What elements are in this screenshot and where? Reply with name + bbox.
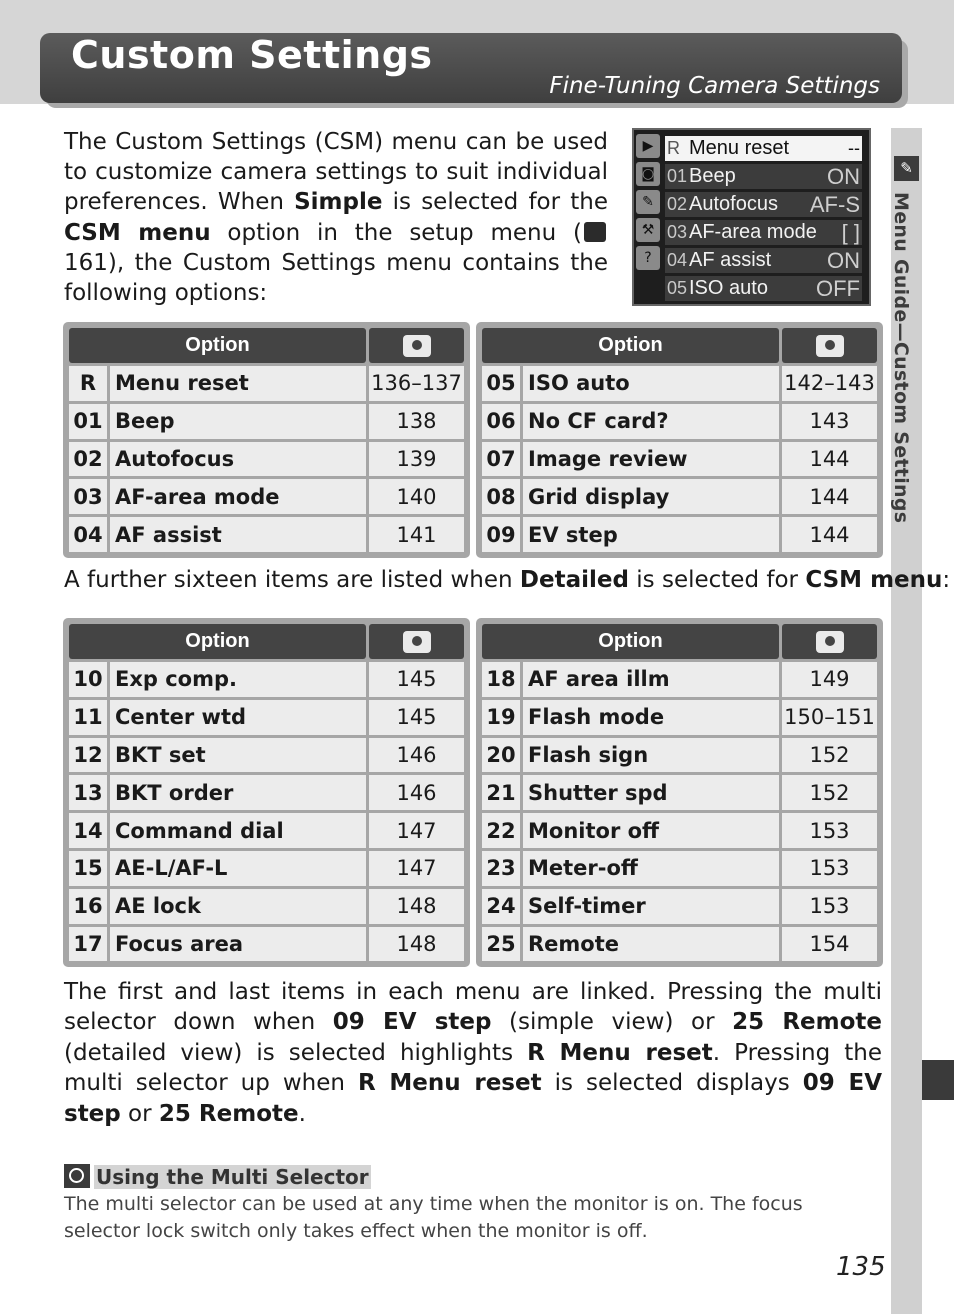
page-reference-icon [816,631,844,653]
body-text: . Pressing the multi selector up when [64,1039,882,1097]
page-reference-icon [403,631,431,653]
option-name: BKT order [110,775,366,810]
table-row [482,738,877,773]
option-name: BKT set [110,738,366,773]
table-header-page [369,624,464,659]
option-name: Grid display [523,479,779,514]
page-reference: 136–137 [369,366,464,401]
page-reference: 144 [782,517,877,552]
table-row [69,813,464,848]
option-number: 17 [69,927,107,962]
camera-menu-item [665,136,862,161]
mid-text: A further sixteen items are listed when [64,567,520,593]
camera-menu-side-icons [636,134,662,304]
option-number: 03 [69,479,107,514]
option-name: AE lock [110,889,366,924]
magnifier-note-icon [64,1164,90,1188]
page-reference: 153 [782,889,877,924]
page-subtitle: Fine-Tuning Camera Settings [549,73,880,99]
intro-text: option in the setup menu ( [210,219,582,246]
mid-text: is selected for [628,567,806,593]
option-name: AE-L/AF-L [110,851,366,886]
option-number: 02 [69,442,107,477]
page-reference: 144 [782,479,877,514]
page-reference: 152 [782,775,877,810]
table-row [69,366,464,401]
page-reference: 153 [782,851,877,886]
camera-icon: ◙ [636,162,660,186]
help-icon: ? [636,246,660,270]
table-header-page [782,624,877,659]
option-name: Exp comp. [110,662,366,697]
table-header-option: Option [482,328,779,363]
table-row [482,442,877,477]
body-text: The first and last items in each menu are linked. Pressing the multi selector down when [64,979,882,1036]
option-name: Autofocus [110,442,366,477]
camera-menu-item-name: AF-area mode [689,221,817,243]
body-text: is selected displays [541,1070,803,1097]
page-reference: 146 [369,738,464,773]
camera-menu-item-value: [ ] [841,220,860,245]
option-name: Self-timer [523,889,779,924]
option-number: 16 [69,889,107,924]
option-name: Focus area [110,927,366,962]
body-text: (simple view) or [491,1009,733,1036]
pencil-icon: ✎ [636,190,660,214]
option-name: Image review [523,442,779,477]
page-reference: 147 [369,851,464,886]
page-reference: 140 [369,479,464,514]
simple-options-table-right [476,322,883,558]
camera-menu-item-name: ISO auto [689,277,768,299]
camera-menu-item [665,276,862,301]
option-number: 19 [482,700,520,735]
body-bold: 25 Remote [732,1009,883,1036]
option-number: 04 [69,517,107,552]
table-row [69,404,464,439]
page-reference-icon [584,222,606,242]
table-header-option: Option [69,624,366,659]
table-header-option: Option [69,328,366,363]
intro-text: is selected for the [382,189,608,216]
table-row [69,927,464,962]
camera-menu-item-value: -- [848,138,860,158]
camera-menu-item [665,220,862,245]
section-side-tab [891,128,922,1314]
page-reference: 152 [782,738,877,773]
page-number: 135 [836,1252,886,1282]
mid-bold: Detailed [519,567,629,593]
body-bold: R Menu reset [527,1039,713,1066]
table-row [482,517,877,552]
intro-bold: CSM menu [64,219,211,246]
page-reference: 154 [782,927,877,962]
camera-menu-item-number: 02 [667,194,688,214]
option-number: 14 [69,813,107,848]
multi-selector-note [64,1164,882,1245]
detailed-options-table-left [63,618,470,967]
note-heading [64,1164,882,1189]
table-row [482,479,877,514]
option-name: Command dial [110,813,366,848]
page-reference: 145 [369,700,464,735]
option-name: Beep [110,404,366,439]
option-name: AF-area mode [110,479,366,514]
table-row [482,366,877,401]
camera-menu-item-name: Menu reset [689,137,790,159]
camera-menu-item-value: AF-S [809,192,860,217]
page-reference: 142–143 [782,366,877,401]
body-text: (detailed view) is selected highlights [64,1039,528,1066]
side-tab-label: Menu Guide—Custom Settings [890,192,912,524]
camera-menu-item-number: 05 [667,278,688,298]
table-row [69,479,464,514]
wrench-icon: ⚒ [636,218,660,242]
camera-menu-item-name: Beep [689,165,736,187]
option-number: 01 [69,404,107,439]
camera-menu-item-value: ON [827,248,860,273]
option-name: AF area illm [523,662,779,697]
option-name: Monitor off [523,813,779,848]
option-name: Menu reset [110,366,366,401]
camera-menu-item-value: ON [827,164,860,189]
option-name: ISO auto [523,366,779,401]
intro-bold: Simple [294,189,383,216]
option-number: 23 [482,851,520,886]
table-row [482,927,877,962]
option-name: AF assist [110,517,366,552]
table-row [482,851,877,886]
option-name: Remote [523,927,779,962]
body-text: or [120,1100,159,1127]
table-row [482,775,877,810]
camera-menu-item-name: AF assist [689,249,772,271]
table-row [69,700,464,735]
camera-menu-item-number: 01 [667,166,688,186]
option-number: 24 [482,889,520,924]
option-number: 09 [482,517,520,552]
option-number: 18 [482,662,520,697]
camera-menu-item [665,248,862,273]
table-row [69,775,464,810]
chapter-marker [922,1060,954,1100]
option-name: Flash sign [523,738,779,773]
linked-items-paragraph [64,977,882,1129]
option-number: 11 [69,700,107,735]
page-reference: 145 [369,662,464,697]
note-body: The multi selector can be used at any time when the monitor is on. The focus selector lock switch only takes effect when the monitor is off. [64,1193,803,1242]
page-reference: 148 [369,927,464,962]
body-text: . [298,1100,306,1127]
pencil-icon: ✎ [894,156,919,181]
option-number: 10 [69,662,107,697]
table-header-option: Option [482,624,779,659]
option-number: 21 [482,775,520,810]
camera-menu-item-number: 03 [667,222,688,242]
table-row [69,889,464,924]
mid-text: : [942,567,951,593]
page-reference: 139 [369,442,464,477]
table-row [69,517,464,552]
table-row [69,851,464,886]
camera-menu-item-number: 04 [667,250,688,270]
option-number: 08 [482,479,520,514]
table-row [69,738,464,773]
page-reference: 141 [369,517,464,552]
option-number: 07 [482,442,520,477]
mid-bold: CSM menu [805,567,943,593]
detailed-options-table-right [476,618,883,967]
table-row [482,700,877,735]
option-name: Flash mode [523,700,779,735]
table-row [482,889,877,924]
option-number: 05 [482,366,520,401]
page-reference: 144 [782,442,877,477]
option-number: R [69,366,107,401]
page-reference: 138 [369,404,464,439]
play-icon: ▶ [636,134,660,158]
page-reference: 149 [782,662,877,697]
body-bold: R Menu reset [358,1070,542,1097]
option-name: No CF card? [523,404,779,439]
body-bold: 25 Remote [158,1100,299,1127]
option-number: 13 [69,775,107,810]
option-name: Center wtd [110,700,366,735]
table-header-page [782,328,877,363]
table-row [482,813,877,848]
table-row [482,662,877,697]
page-reference: 148 [369,889,464,924]
page-title: Custom Settings [71,33,433,77]
page-reference-icon [403,335,431,357]
option-number: 15 [69,851,107,886]
table-header-page [369,328,464,363]
option-number: 25 [482,927,520,962]
page-reference: 143 [782,404,877,439]
table-row [69,442,464,477]
camera-menu-item-name: Autofocus [689,193,778,215]
option-number: 22 [482,813,520,848]
simple-options-table-left [63,322,470,558]
note-title: Using the Multi Selector [96,1165,369,1189]
camera-menu-screenshot [632,128,871,306]
intro-paragraph [64,127,608,308]
intro-text: 161), the Custom Settings menu contains the following options: [64,249,608,307]
intro-text: The Custom Settings (CSM) menu can be used to customize camera settings to suit individual preferences. When [64,129,608,216]
table-row [482,404,877,439]
option-number: 12 [69,738,107,773]
page-reference: 150–151 [782,700,877,735]
camera-menu-item-value: OFF [816,276,860,301]
option-number: 20 [482,738,520,773]
table-row [69,662,464,697]
camera-menu-item [665,164,862,189]
page-header [40,33,902,103]
option-name: Shutter spd [523,775,779,810]
body-bold: 09 EV step [64,1070,882,1127]
page-reference: 146 [369,775,464,810]
camera-menu-item [665,192,862,217]
camera-menu-item-number: R [667,138,680,158]
page-reference: 153 [782,813,877,848]
option-number: 06 [482,404,520,439]
page-reference: 147 [369,813,464,848]
detailed-intro-text [64,567,951,593]
option-name: EV step [523,517,779,552]
page-reference-icon [816,335,844,357]
option-name: Meter-off [523,851,779,886]
body-bold: 09 EV step [332,1009,492,1036]
